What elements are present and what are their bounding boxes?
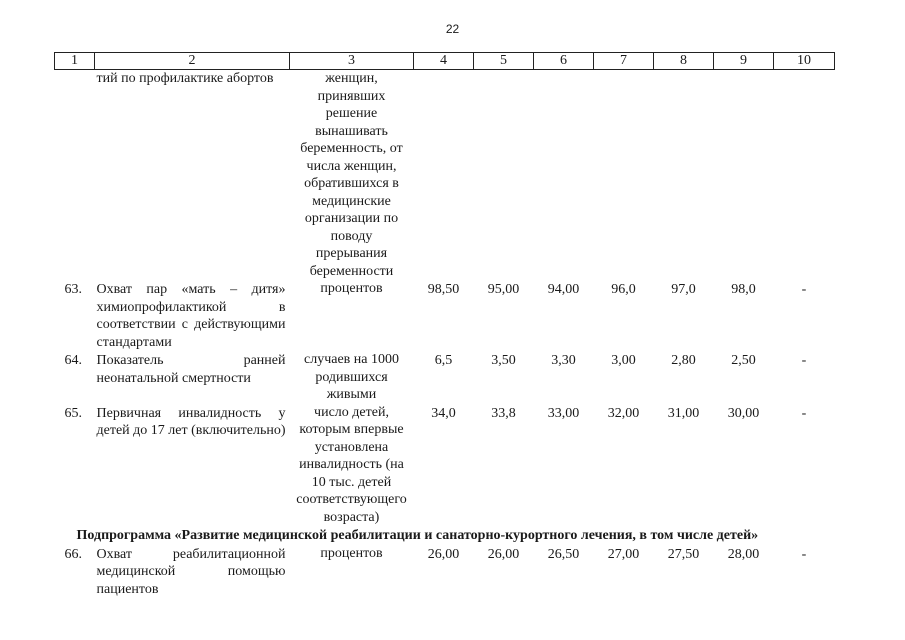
value-cell: 2,80 xyxy=(671,353,696,368)
table-row xyxy=(55,280,835,351)
header-cell: 6 xyxy=(534,53,594,70)
indicator-unit: процентов xyxy=(320,281,383,296)
value-cell: 26,00 xyxy=(427,546,460,562)
value-cell xyxy=(774,70,835,281)
value-cell: - xyxy=(801,546,807,562)
table-header-row xyxy=(55,53,835,70)
value-cell xyxy=(654,70,714,281)
value-cell xyxy=(534,70,594,281)
value-cell: 32,00 xyxy=(607,405,640,421)
indicators-table xyxy=(54,52,835,598)
indicator-name: Охват пар «мать – дитя» химиопрофилактикой в соответствии с действующими стандартами xyxy=(96,282,286,350)
indicator-name: тий по профилактике абортов xyxy=(96,71,274,86)
value-cell: 3,00 xyxy=(611,353,636,368)
value-cell: 95,00 xyxy=(487,282,520,297)
header-cell: 7 xyxy=(594,53,654,70)
value-cell: - xyxy=(801,405,807,421)
value-cell: 26,50 xyxy=(547,546,580,562)
page-number: 22 xyxy=(445,22,460,36)
table-row xyxy=(55,70,835,281)
value-cell: 33,8 xyxy=(491,405,516,421)
value-cell: 98,50 xyxy=(427,282,460,297)
value-cell: 33,00 xyxy=(547,405,580,421)
indicator-name: Первичная инвалидность у детей до 17 лет (включительно) xyxy=(96,405,286,438)
value-cell: 28,00 xyxy=(727,546,760,562)
header-cell: 9 xyxy=(714,53,774,70)
header-cell: 4 xyxy=(414,53,474,70)
value-cell: 2,50 xyxy=(731,353,756,368)
header-cell: 10 xyxy=(774,53,835,70)
value-cell: 31,00 xyxy=(667,405,700,421)
subprogram-title: Подпрограмма «Развитие медицинской реабилитации и санаторно-курортного лечения, в том числе детей» xyxy=(76,528,759,543)
value-cell: 3,30 xyxy=(551,353,576,368)
value-cell: 98,0 xyxy=(731,282,756,297)
indicator-unit: процентов xyxy=(320,545,383,561)
value-cell xyxy=(594,70,654,281)
value-cell xyxy=(474,70,534,281)
value-cell: 6,5 xyxy=(434,353,453,368)
row-number: 65. xyxy=(64,405,82,421)
header-cell: 8 xyxy=(654,53,714,70)
value-cell xyxy=(414,70,474,281)
value-cell: 26,00 xyxy=(487,546,520,562)
value-cell: - xyxy=(801,353,807,368)
indicator-unit: число детей, которым впервые установлена инвалидность (на 10 тыс. детей соответствующего возраста) xyxy=(296,404,407,525)
value-cell xyxy=(714,70,774,281)
value-cell: 3,50 xyxy=(491,353,516,368)
indicator-name: Охват реабилитационной медицинской помощью пациентов xyxy=(96,546,286,597)
row-number xyxy=(55,70,95,281)
indicator-name: Показатель ранней неонатальной смертности xyxy=(96,353,286,386)
value-cell: 97,0 xyxy=(671,282,696,297)
value-cell: 27,00 xyxy=(607,546,640,562)
table-row xyxy=(55,545,835,599)
row-number: 66. xyxy=(64,546,82,562)
indicator-unit: случаев на 1000 родившихся живыми xyxy=(304,352,399,402)
header-cell: 5 xyxy=(474,53,534,70)
value-cell: 94,00 xyxy=(547,282,580,297)
value-cell: - xyxy=(801,282,807,297)
header-cell: 2 xyxy=(95,53,290,70)
value-cell: 27,50 xyxy=(667,546,700,562)
value-cell: 34,0 xyxy=(431,405,456,421)
header-cell: 3 xyxy=(290,53,414,70)
table-row xyxy=(55,404,835,527)
subprogram-row xyxy=(55,526,835,545)
table-row xyxy=(55,351,835,404)
row-number: 64. xyxy=(64,353,82,368)
value-cell: 30,00 xyxy=(727,405,760,421)
value-cell: 96,0 xyxy=(611,282,636,297)
indicator-unit: женщин, принявших решение вынашивать беременность, от числа женщин, обратившихся в медицинские организации по поводу прерывания беременности xyxy=(300,71,403,279)
header-cell: 1 xyxy=(55,53,95,70)
row-number: 63. xyxy=(64,282,82,297)
